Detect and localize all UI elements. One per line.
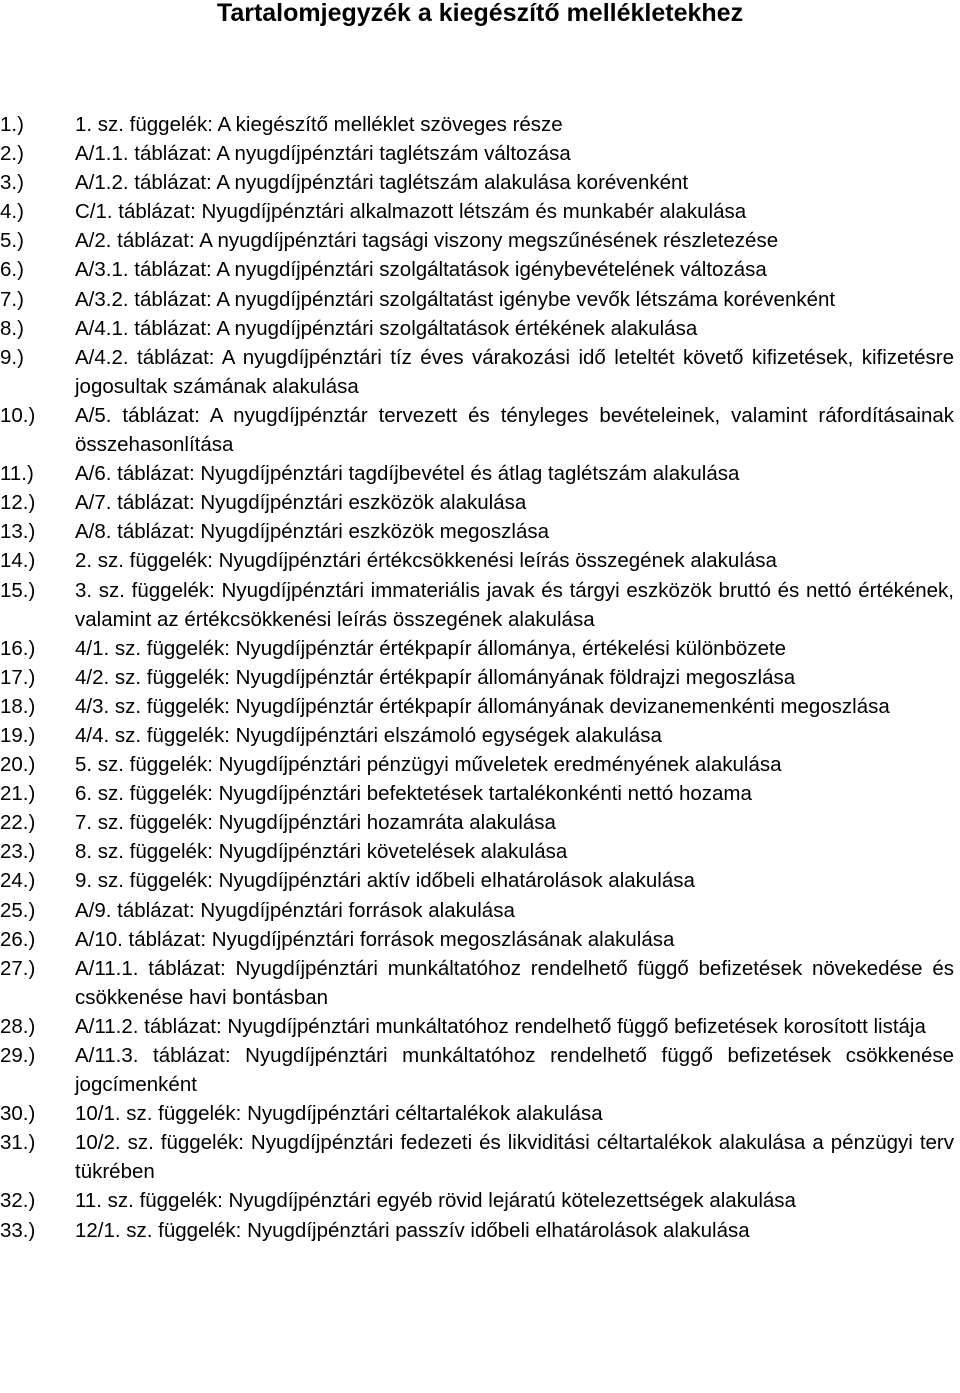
toc-item-text: 4/1. sz. függelék: Nyugdíjpénztár értékpapír állománya, értékelési különbözete [75, 636, 787, 660]
toc-item-number: 11.) [0, 462, 34, 486]
toc-item-text: 10/1. sz. függelék: Nyugdíjpénztári céltartalékok alakulása [75, 1102, 603, 1126]
toc-item-text: 1. sz. függelék: A kiegészítő melléklet szöveges része [75, 113, 563, 136]
toc-item-number: 9.) [0, 345, 24, 369]
toc-item [0, 837, 960, 866]
toc-item [0, 925, 960, 954]
toc-item [0, 1099, 960, 1128]
toc-item-number: 15.) [0, 578, 36, 602]
toc-item [0, 808, 960, 837]
toc-item-text: A/11.3. táblázat: Nyugdíjpénztári munkáltatóhoz rendelhető függő befizetések csökkenése jogcímenként [75, 1044, 954, 1097]
toc-item-text: A/6. táblázat: Nyugdíjpénztári tagdíjbevétel és átlag taglétszám alakulása [75, 462, 740, 486]
toc-item-number: 16.) [0, 636, 36, 660]
toc-item-text: C/1. táblázat: Nyugdíjpénztári alkalmazott létszám és munkabér alakulása [75, 200, 747, 224]
toc-item-text: A/7. táblázat: Nyugdíjpénztári eszközök alakulása [75, 491, 527, 515]
toc-item-text: A/8. táblázat: Nyugdíjpénztári eszközök megoszlása [75, 520, 550, 544]
toc-item-number: 33.) [0, 1218, 36, 1242]
toc-item-text: A/5. táblázat: A nyugdíjpénztár tervezett és tényleges bevételeinek, valamint ráfordításainak összehasonlítása [75, 403, 954, 457]
toc-item-number: 17.) [0, 665, 36, 689]
toc-item-number: 4.) [0, 200, 24, 224]
toc-item [0, 663, 960, 692]
toc-item-text: 4/3. sz. függelék: Nyugdíjpénztár értékpapír állományának devizanemenkénti megoszlása [75, 694, 890, 718]
toc-item [0, 634, 960, 663]
toc-item [0, 197, 960, 226]
toc-item [0, 1128, 960, 1186]
toc-item-text: 6. sz. függelék: Nyugdíjpénztári befektetések tartalékonkénti nettó hozama [75, 782, 752, 806]
toc-item-text: A/3.2. táblázat: A nyugdíjpénztári szolgáltatást igénybe vevők létszáma korévenként [75, 287, 836, 311]
toc-item [0, 866, 960, 895]
toc-item-text: A/3.1. táblázat: A nyugdíjpénztári szolgáltatások igénybevételének változása [75, 258, 767, 282]
toc-item [0, 255, 960, 284]
toc-item-number: 18.) [0, 694, 36, 718]
toc-item-number: 20.) [0, 753, 36, 777]
toc-item-number: 5.) [0, 229, 24, 253]
toc-item-number: 1.) [0, 113, 24, 136]
toc-item-number: 6.) [0, 258, 24, 282]
toc-item-number: 29.) [0, 1044, 36, 1067]
toc-item [0, 546, 960, 575]
toc-item-number: 23.) [0, 840, 36, 864]
toc-item-number: 24.) [0, 869, 36, 893]
toc-item-number: 12.) [0, 491, 36, 515]
toc-item [0, 1041, 960, 1099]
toc-item [0, 314, 960, 343]
toc-item [0, 110, 960, 139]
toc-item-text: 12/1. sz. függelék: Nyugdíjpénztári passzív időbeli elhatárolások alakulása [75, 1218, 750, 1242]
toc-item-text: 9. sz. függelék: Nyugdíjpénztári aktív időbeli elhatárolások alakulása [75, 869, 695, 893]
toc-item [0, 954, 960, 1012]
toc-item [0, 285, 960, 314]
toc-item-number: 2.) [0, 142, 24, 166]
toc-item [0, 896, 960, 925]
toc-item-number: 27.) [0, 956, 36, 980]
toc-item-number: 13.) [0, 520, 36, 544]
toc-item-text: 3. sz. függelék: Nyugdíjpénztári immateriális javak és tárgyi eszközök bruttó és nettó értékének, valamint az értékcsökkenési leírás összegének alakulása [75, 578, 954, 631]
toc-item-text: 2. sz. függelék: Nyugdíjpénztári értékcsökkenési leírás összegének alakulása [75, 549, 777, 573]
toc-item-number: 3.) [0, 171, 24, 195]
toc-item [0, 459, 960, 488]
toc-item [0, 1012, 960, 1041]
toc-item [0, 1216, 960, 1245]
toc-item-text: A/1.2. táblázat: A nyugdíjpénztári taglétszám alakulása korévenként [75, 171, 689, 195]
toc-item [0, 139, 960, 168]
toc-item [0, 750, 960, 779]
toc-item-number: 31.) [0, 1131, 36, 1155]
page-title: Tartalomjegyzék a kiegészítő mellékletekhez [216, 0, 744, 27]
toc-item-number: 26.) [0, 927, 36, 951]
toc-item-text: 10/2. sz. függelék: Nyugdíjpénztári fedezeti és likviditási céltartalékok alakulása a pénzügyi terv tükrében [75, 1131, 954, 1184]
toc-item-text: 5. sz. függelék: Nyugdíjpénztári pénzügyi műveletek eredményének alakulása [75, 753, 782, 777]
toc-item-text: 4/2. sz. függelék: Nyugdíjpénztár értékpapír állományának földrajzi megoszlása [75, 665, 796, 689]
toc-item-number: 7.) [0, 287, 24, 311]
toc-item-text: A/9. táblázat: Nyugdíjpénztári források alakulása [75, 898, 515, 922]
toc-item-text: A/2. táblázat: A nyugdíjpénztári tagsági viszony megszűnésének részletezése [75, 229, 779, 253]
toc-item-number: 8.) [0, 316, 24, 340]
toc-item [0, 1186, 960, 1215]
toc-item-text: 4/4. sz. függelék: Nyugdíjpénztári elszámoló egységek alakulása [75, 723, 662, 747]
toc-item-text: A/11.2. táblázat: Nyugdíjpénztári munkáltatóhoz rendelhető függő befizetések korosított listája [75, 1014, 926, 1038]
toc-item-number: 10.) [0, 403, 36, 427]
toc-item [0, 576, 960, 634]
toc-item-number: 28.) [0, 1014, 36, 1038]
toc-item [0, 517, 960, 546]
toc-item-text: A/4.2. táblázat: A nyugdíjpénztári tíz éves várakozási idő leteltét követő kifizetések, kifizetésre jogosultak számának alakulása [75, 345, 954, 398]
toc-item-text: A/4.1. táblázat: A nyugdíjpénztári szolgáltatások értékének alakulása [75, 316, 698, 340]
toc-item-text: 7. sz. függelék: Nyugdíjpénztári hozamráta alakulása [75, 811, 556, 835]
toc-item [0, 692, 960, 721]
toc-item-text: 8. sz. függelék: Nyugdíjpénztári követelések alakulása [75, 840, 568, 864]
toc-item-number: 22.) [0, 811, 36, 835]
toc-item [0, 343, 960, 401]
toc-item [0, 721, 960, 750]
toc-item-text: A/11.1. táblázat: Nyugdíjpénztári munkáltatóhoz rendelhető függő befizetések növekedése és csökkenése havi bontásban [75, 956, 954, 1009]
toc-item-number: 19.) [0, 723, 36, 747]
toc-item-text: 11. sz. függelék: Nyugdíjpénztári egyéb rövid lejáratú kötelezettségek alakulása [75, 1189, 796, 1213]
toc-item [0, 226, 960, 255]
toc-item-text: A/10. táblázat: Nyugdíjpénztári források megoszlásának alakulása [75, 927, 675, 951]
toc-item-text: A/1.1. táblázat: A nyugdíjpénztári taglétszám változása [75, 142, 571, 166]
toc-item [0, 488, 960, 517]
toc-item-number: 21.) [0, 782, 36, 806]
table-of-contents [0, 110, 960, 1245]
toc-item-number: 14.) [0, 549, 36, 573]
toc-item-number: 30.) [0, 1102, 36, 1126]
toc-item [0, 168, 960, 197]
toc-item [0, 401, 960, 459]
toc-item-number: 32.) [0, 1189, 36, 1213]
toc-item-number: 25.) [0, 898, 36, 922]
toc-item [0, 779, 960, 808]
